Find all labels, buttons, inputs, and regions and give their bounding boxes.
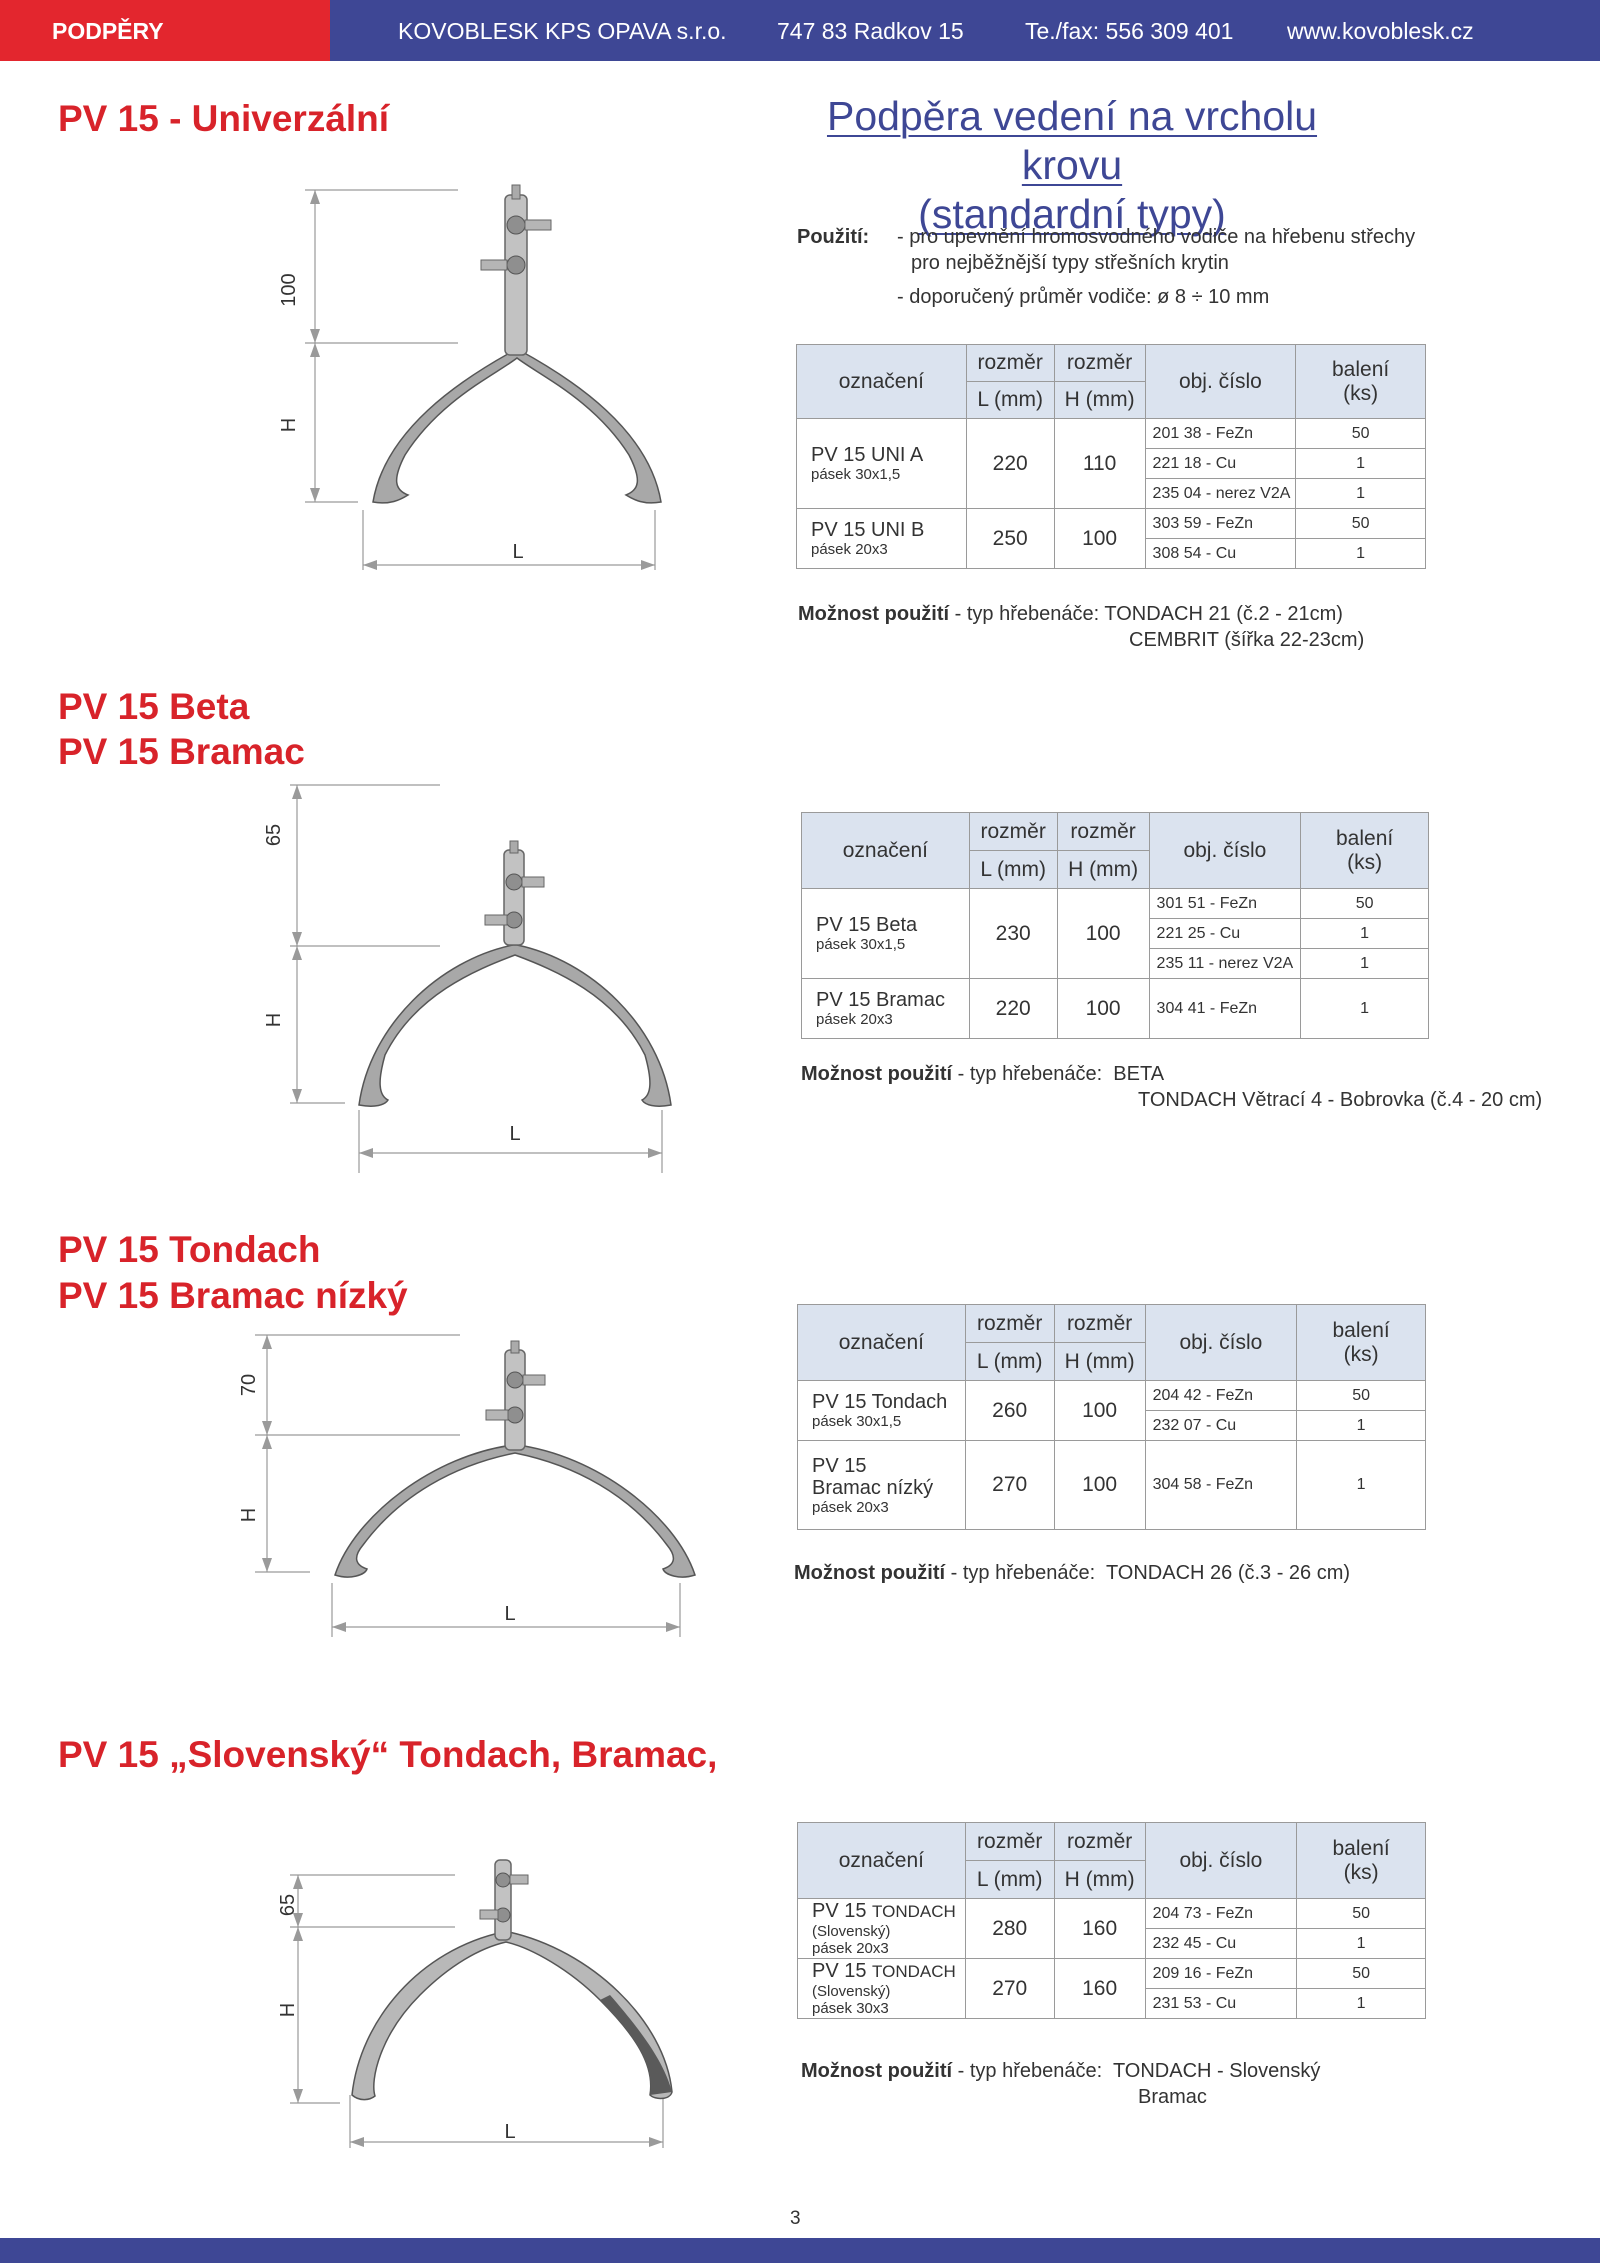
product-l: 220 xyxy=(969,979,1057,1039)
top-dimension-label: 100 xyxy=(278,273,300,307)
catalog-number: 232 07 - Cu xyxy=(1145,1411,1297,1441)
usage-line-1: - pro upevnění hromosvodného vodiče na hřebenu střechy xyxy=(897,226,1416,248)
pack-qty: 1 xyxy=(1297,1989,1426,2019)
pack-qty: 50 xyxy=(1297,1899,1426,1929)
h-dimension-label: H xyxy=(238,1507,260,1523)
section-4-title: PV 15 „Slovenský“ Tondach, Bramac, xyxy=(58,1734,718,1775)
section-tag xyxy=(0,0,330,61)
header-rozmer-l: rozměr xyxy=(969,813,1057,851)
header-rozmer-l: rozměr xyxy=(966,345,1054,382)
product-h: 110 xyxy=(1054,419,1145,509)
company-address: 747 83 Radkov 15 xyxy=(777,18,964,44)
catalog-number: 301 51 - FeZn xyxy=(1149,889,1301,919)
section-3-title-1: PV 15 Tondach xyxy=(58,1229,321,1270)
h-dimension-label: H xyxy=(277,2002,299,2018)
pack-qty: 1 xyxy=(1296,479,1426,509)
catalog-number: 204 73 - FeZn xyxy=(1145,1899,1297,1929)
product-h: 100 xyxy=(1054,509,1145,569)
product-h: 160 xyxy=(1054,1959,1145,2019)
header-l-mm: L (mm) xyxy=(965,1861,1054,1899)
product-l: 270 xyxy=(965,1959,1054,2019)
header-obj-cislo: obj. číslo xyxy=(1145,1823,1297,1899)
header-obj-cislo: obj. číslo xyxy=(1145,1305,1297,1381)
possible-use-2: Možnost použití - typ hřebenáče: BETA xyxy=(801,1063,1165,1085)
header-rozmer-h: rozměr xyxy=(1054,345,1145,382)
pack-qty: 1 xyxy=(1301,949,1429,979)
pack-qty: 1 xyxy=(1297,1929,1426,1959)
header-h-mm: H (mm) xyxy=(1054,1343,1145,1381)
header-baleni: balení (ks) xyxy=(1301,813,1429,889)
page-footer-bar xyxy=(0,2238,1600,2263)
company-phone: Te./fax: 556 309 401 xyxy=(1025,18,1234,44)
header-oznaceni: označení xyxy=(802,813,970,889)
usage-line-2: pro nejběžnější typy střešních krytin xyxy=(911,252,1229,274)
header-baleni: balení (ks) xyxy=(1296,345,1426,419)
support-diagram-4 xyxy=(270,1850,690,2160)
product-name: PV 15 Bramac nízký pásek 20x3 xyxy=(798,1441,966,1530)
product-name: PV 15 UNI B pásek 20x3 xyxy=(797,509,967,569)
top-dimension-label: 65 xyxy=(277,1893,299,1917)
possible-use-3: Možnost použití - typ hřebenáče: TONDACH 26 (č.3 - 26 cm) xyxy=(794,1562,1351,1584)
header-l-mm: L (mm) xyxy=(966,382,1054,419)
possible-use-2b: TONDACH Větrací 4 - Bobrovka (č.4 - 20 cm) xyxy=(1138,1089,1543,1111)
table-row xyxy=(797,419,1426,449)
l-dimension-label: L xyxy=(512,541,524,563)
pack-qty: 1 xyxy=(1297,1441,1426,1530)
header-obj-cislo: obj. číslo xyxy=(1149,813,1301,889)
catalog-number: 304 41 - FeZn xyxy=(1149,979,1301,1039)
product-table-1 xyxy=(796,344,1426,569)
product-table-3 xyxy=(797,1304,1426,1530)
header-baleni: balení (ks) xyxy=(1297,1823,1426,1899)
header-obj-cislo: obj. číslo xyxy=(1145,345,1296,419)
section-1-title: PV 15 - Univerzální xyxy=(58,98,390,139)
company-web-link[interactable]: www.kovoblesk.cz xyxy=(1287,18,1474,44)
pack-qty: 50 xyxy=(1296,509,1426,539)
catalog-number: 235 04 - nerez V2A xyxy=(1145,479,1296,509)
section-3-title-2: PV 15 Bramac nízký xyxy=(58,1275,408,1316)
table-row xyxy=(802,889,1429,919)
company-name: KOVOBLESK KPS OPAVA s.r.o. xyxy=(398,18,727,44)
header-rozmer-l: rozměr xyxy=(965,1823,1054,1861)
catalog-number: 221 18 - Cu xyxy=(1145,449,1296,479)
product-h: 100 xyxy=(1054,1381,1145,1441)
l-dimension-label: L xyxy=(509,1123,521,1145)
pack-qty: 50 xyxy=(1301,889,1429,919)
catalog-number: 201 38 - FeZn xyxy=(1145,419,1296,449)
support-diagram-2 xyxy=(260,775,680,1185)
product-h: 100 xyxy=(1057,979,1149,1039)
header-l-mm: L (mm) xyxy=(965,1343,1054,1381)
pack-qty: 1 xyxy=(1296,539,1426,569)
catalog-number: 221 25 - Cu xyxy=(1149,919,1301,949)
header-h-mm: H (mm) xyxy=(1054,1861,1145,1899)
product-name: PV 15 Beta pásek 30x1,5 xyxy=(802,889,970,979)
table-row xyxy=(798,1899,1426,1929)
catalog-number: 308 54 - Cu xyxy=(1145,539,1296,569)
catalog-number: 232 45 - Cu xyxy=(1145,1929,1297,1959)
usage-label: Použití: xyxy=(797,226,870,248)
catalog-number: 303 59 - FeZn xyxy=(1145,509,1296,539)
top-dimension-label: 65 xyxy=(263,823,285,847)
header-oznaceni: označení xyxy=(798,1823,966,1899)
product-l: 280 xyxy=(965,1899,1054,1959)
h-dimension-label: H xyxy=(278,417,300,433)
product-h: 100 xyxy=(1057,889,1149,979)
header-h-mm: H (mm) xyxy=(1054,382,1145,419)
main-title xyxy=(797,92,1347,239)
table-row xyxy=(798,1381,1426,1411)
usage-line-3: - doporučený průměr vodiče: ø 8 ÷ 10 mm xyxy=(897,286,1270,308)
header-l-mm: L (mm) xyxy=(969,851,1057,889)
product-h: 160 xyxy=(1054,1899,1145,1959)
catalog-number: 235 11 - nerez V2A xyxy=(1149,949,1301,979)
pack-qty: 1 xyxy=(1297,1411,1426,1441)
table-row xyxy=(798,1441,1426,1530)
catalog-number: 209 16 - FeZn xyxy=(1145,1959,1297,1989)
product-l: 260 xyxy=(965,1381,1054,1441)
header-rozmer-h: rozměr xyxy=(1054,1823,1145,1861)
l-dimension-label: L xyxy=(504,1603,516,1625)
pack-qty: 1 xyxy=(1301,979,1429,1039)
l-dimension-label: L xyxy=(504,2121,516,2143)
product-name: PV 15 Tondach pásek 30x1,5 xyxy=(798,1381,966,1441)
product-name: PV 15 Bramac pásek 20x3 xyxy=(802,979,970,1039)
catalog-number: 231 53 - Cu xyxy=(1145,1989,1297,2019)
product-table-4 xyxy=(797,1822,1426,2019)
product-l: 250 xyxy=(966,509,1054,569)
header-oznaceni: označení xyxy=(798,1305,966,1381)
catalog-number: 304 58 - FeZn xyxy=(1145,1441,1297,1530)
header-rozmer-h: rozměr xyxy=(1057,813,1149,851)
product-h: 100 xyxy=(1054,1441,1145,1530)
main-title-line1: Podpěra vedení na vrcholu krovu xyxy=(826,93,1318,188)
support-diagram-3 xyxy=(235,1325,695,1645)
possible-use-1: Možnost použití - typ hřebenáče: TONDACH 21 (č.2 - 21cm) xyxy=(798,603,1343,625)
header-rozmer-h: rozměr xyxy=(1054,1305,1145,1343)
pack-qty: 50 xyxy=(1297,1959,1426,1989)
pack-qty: 1 xyxy=(1296,449,1426,479)
section-2-title-1: PV 15 Beta xyxy=(58,686,250,727)
pack-qty: 50 xyxy=(1296,419,1426,449)
table-row xyxy=(798,1959,1426,1989)
page-header xyxy=(0,0,1600,61)
product-l: 220 xyxy=(966,419,1054,509)
table-row xyxy=(797,509,1426,539)
table-row xyxy=(802,979,1429,1039)
product-name: PV 15 UNI A pásek 30x1,5 xyxy=(797,419,967,509)
product-name: PV 15 TONDACH (Slovenský) pásek 20x3 xyxy=(798,1899,966,1959)
header-oznaceni: označení xyxy=(797,345,967,419)
header-rozmer-l: rozměr xyxy=(965,1305,1054,1343)
support-diagram-1 xyxy=(280,180,680,580)
pack-qty: 50 xyxy=(1297,1381,1426,1411)
possible-use-4: Možnost použití - typ hřebenáče: TONDACH - Slovenský xyxy=(801,2060,1321,2082)
possible-use-4b: Bramac xyxy=(1138,2086,1207,2108)
top-dimension-label: 70 xyxy=(238,1373,260,1397)
header-baleni: balení (ks) xyxy=(1297,1305,1426,1381)
possible-use-1b: CEMBRIT (šířka 22-23cm) xyxy=(1129,629,1365,651)
h-dimension-label: H xyxy=(263,1012,285,1028)
product-l: 270 xyxy=(965,1441,1054,1530)
main-title-line2: (standardní typy) xyxy=(918,191,1226,237)
product-table-2 xyxy=(801,812,1429,1039)
header-h-mm: H (mm) xyxy=(1057,851,1149,889)
catalog-number: 204 42 - FeZn xyxy=(1145,1381,1297,1411)
section-2-title-2: PV 15 Bramac xyxy=(58,731,305,772)
page-number: 3 xyxy=(790,2208,801,2229)
section-label: PODPĚRY xyxy=(52,18,164,44)
pack-qty: 1 xyxy=(1301,919,1429,949)
product-l: 230 xyxy=(969,889,1057,979)
product-name: PV 15 TONDACH (Slovenský) pásek 30x3 xyxy=(798,1959,966,2019)
